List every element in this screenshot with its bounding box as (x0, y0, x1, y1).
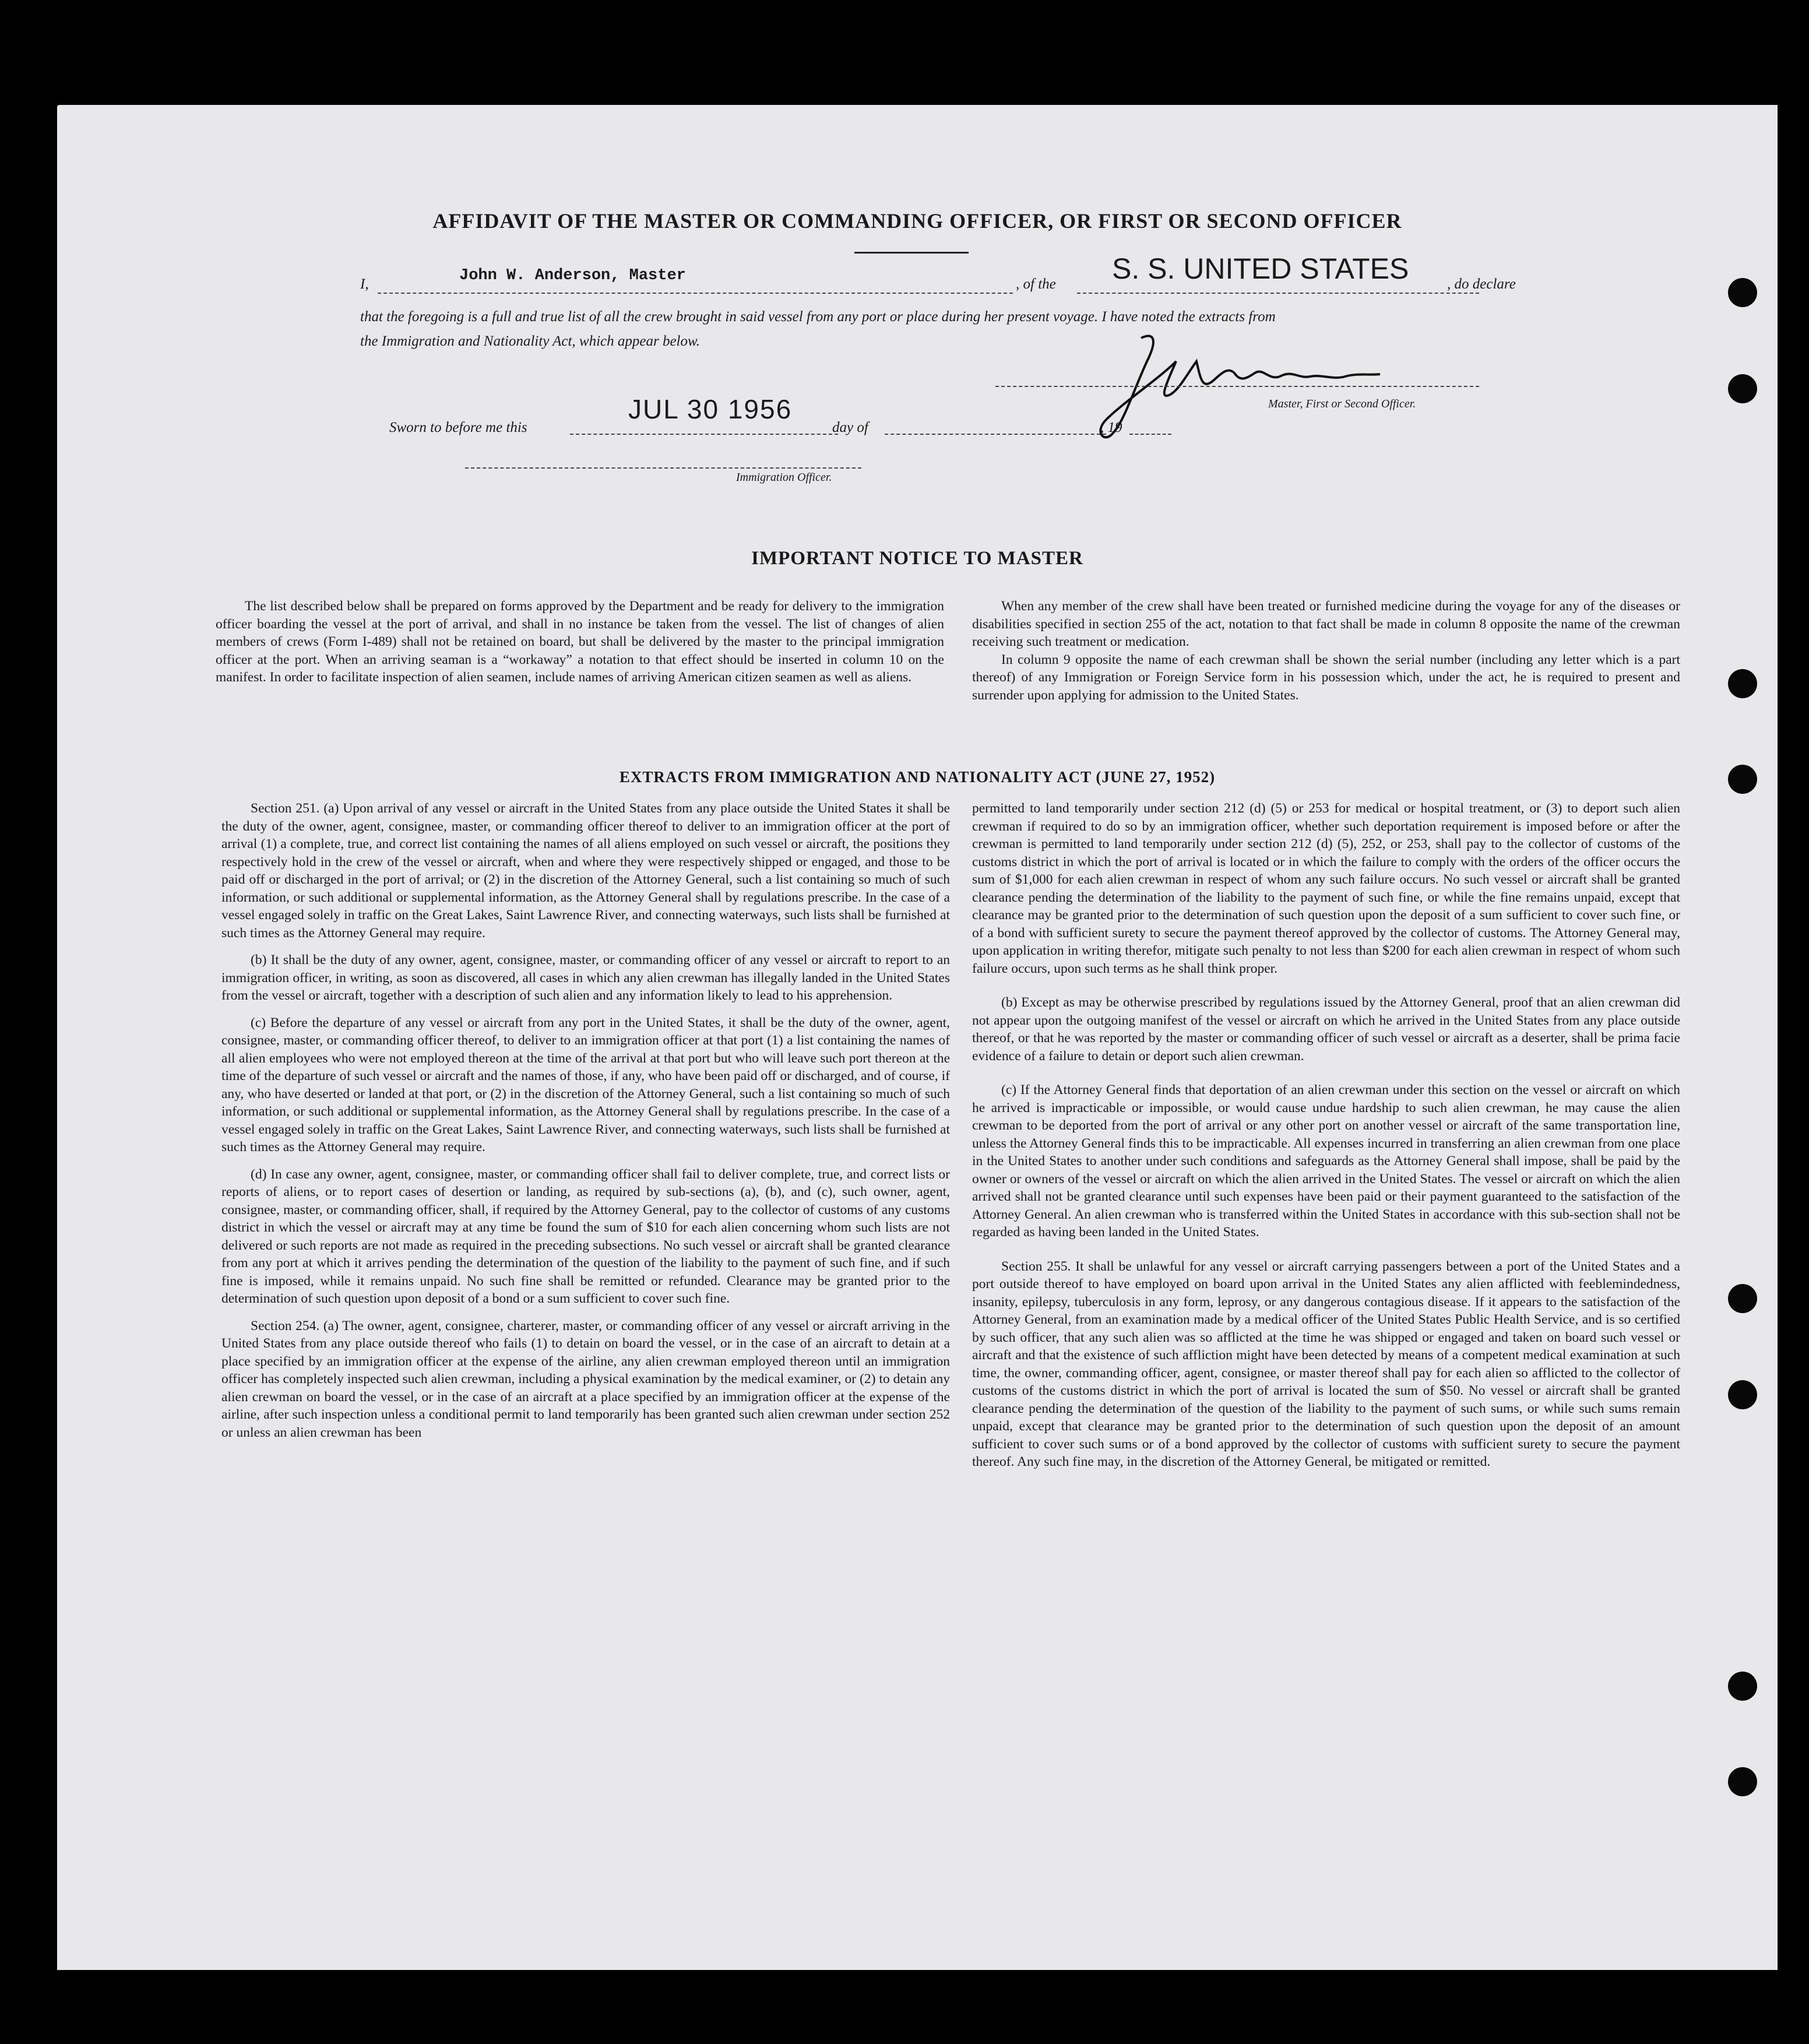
notice-right-paragraph-2: In column 9 opposite the name of each crewman shall be shown the serial number (including any letter which is a part thereof) of any Immigration or Foreign Service form in his possession which, under the act, he is required to present and surrender upon applying for admission to the United States. (972, 652, 1680, 703)
of-the-text: , of the (1016, 276, 1056, 292)
officer-signature-blank (465, 466, 861, 469)
section-254-c: (c) If the Attorney General finds that deportation of an alien crewman under this section on the vessel or aircraft on which he arrived is impracticable or impossible, or would cause undue hardship to such alien crewman, he may cause the alien crewman to be deported from the port of arrival or any other port on another vessel or aircraft of the same transportation line, unless the Attorney General finds this to be impracticable. All expenses incurred in transferring an alien crewman from one place in the United States to another under such conditions and safeguards as the Attorney General shall impose, shall be paid by the owner or owners of the vessel or aircraft on which the alien arrived in the United States. The vessel or aircraft on which the alien arrived shall not be granted clearance until such expenses have been paid or their payment guaranteed to the satisfaction of the Attorney General. An alien crewman who is transferred within the United States in accordance with this sub-section shall not be regarded as having been landed in the United States. (972, 1082, 1680, 1240)
punch-hole-6 (1728, 1380, 1757, 1409)
signature-caption: Master, First or Second Officer. (1268, 397, 1416, 410)
document-page (57, 105, 1778, 1970)
punch-hole-1 (1728, 278, 1757, 307)
declaration-line-3: the Immigration and Nationality Act, which appear below. (360, 333, 701, 349)
declaration-line (360, 252, 1532, 303)
section-251-c: (c) Before the departure of any vessel or aircraft from any port in the United States, it shall be the duty of the owner, agent, consignee, master, or commanding officer thereof, to deliver to an immigration officer at that port (1) a list containing the names of all alien employees who were not employed thereon at the time of the arrival at that port but who will leave such port thereon at the time of the departure of such vessel or aircraft and the names of those, if any, who have been paid off or discharged, and of course, if any, who have deserted or landed at that port, or (2) in the discretion of the Attorney General, such a list containing so much of such information, or such additional or supplemental information, as the Attorney General shall by regulations prescribe. In the case of a vessel engaged solely in traffic on the Great Lakes, Saint Lawrence River, and connecting waterways, such lists shall be furnished at such times as the Attorney General may require. (221, 1015, 950, 1155)
extracts-left-column (221, 800, 950, 1441)
punch-hole-8 (1728, 1767, 1757, 1796)
declaration-prefix: I, (360, 276, 369, 292)
title-rule (854, 252, 969, 254)
notice-left-paragraph: The list described below shall be prepared on forms approved by the Department and be ready for delivery to the immigration officer boarding the vessel at the port of arrival, and shall in no instance be taken from the vessel. The list of changes of alien members of crews (Form I-489) shall not be retained on board, but shall be delivered by the master to the principal immigration officer at the port. When an arriving seaman is a “workaway” a notation to that effect should be inserted in column 10 on the manifest. In order to facilitate inspection of alien seamen, include names of arriving American citizen seamen as well as aliens. (216, 599, 944, 685)
punch-hole-2 (1728, 374, 1757, 403)
extracts-right-column (972, 800, 1680, 1471)
section-255: Section 255. It shall be unlawful for any vessel or aircraft carrying passengers between a port of the United States and a port outside thereof to have employed on board upon arrival in the United States any alien afflicted with feeblemindedness, insanity, epilepsy, tuberculosis in any form, leprosy, or any dangerous contagious disease. If it appears to the satisfaction of the Attorney General, from an examination made by a medical officer of the United States Public Health Service, and is so certified by such officer, that any such alien was so afflicted at the time he was shipped or engaged and taken on board such vessel or aircraft and that the existence of such affliction might have been detected by means of a competent medical examination at such time, the owner, commanding officer, agent, consignee, or master thereof shall pay for each alien so afflicted to the collector of customs of the customs district in which the port of arrival is located the sum of $50. No vessel or aircraft shall be granted clearance pending the determination of the question of the liability to the payment of such sums, or while such sums remain unpaid, except that clearance may be granted prior to the determination of such question upon the deposit of an amount sufficient to cover such sums or of a bond approved by the collector of customs with sufficient surety to secure the payment thereof. Any such fine may, in the discretion of the Attorney General, be mitigated or remitted. (972, 1258, 1680, 1469)
section-251-a: Section 251. (a) Upon arrival of any vessel or aircraft in the United States from any place outside the United States it shall be the duty of the owner, agent, consignee, master, or commanding officer thereof to deliver to an immigration officer at the port of arrival (1) a complete, true, and correct list containing the names of all aliens employed on such vessel or aircraft, the positions they respectively hold in the crew of the vessel or aircraft, when and where they were respectively shipped or engaged, and those to be paid off or discharged in the port of arrival; or (2) in the discretion of the Attorney General, such a list containing so much of such information, or such additional or supplemental information, as the Attorney General shall by regulations prescribe. In the case of a vessel engaged solely in traffic on the Great Lakes, Saint Lawrence River, and connecting waterways, such lists shall be furnished at such times as the Attorney General may require. (221, 801, 950, 941)
signature-blank (995, 385, 1479, 387)
month-blank (885, 418, 1106, 435)
section-254-a: Section 254. (a) The owner, agent, consignee, charterer, master, or commanding officer of any vessel or aircraft arriving in the United States from any place outside thereof who fails (1) to detain on board the vessel, or in the case of an aircraft to detain at a place specified by an immigration officer at the expense of the airline, any alien crewman employed thereon until an immigration officer has completely inspected such alien crewman, including a physical examination by the medical examiner, or (2) to detain any alien crewman on board the vessel, or in the case of an aircraft at a place specified by an immigration officer at the expense of the airline, after such inspection unless a conditional permit to land temporarily has been granted such alien crewman under section 252 or unless an alien crewman has been (221, 1318, 950, 1440)
notice-left-column (216, 597, 944, 687)
section-251-b: (b) It shall be the duty of any owner, agent, consignee, master, or commanding officer of any vessel or aircraft to report to an immigration officer, in writing, as soon as discovered, all cases in which any alien crewman has illegally landed in the United States from the vessel or aircraft, together with a description of such alien and any information likely to lead to his apprehension. (221, 952, 950, 1003)
section-251-d: (d) In case any owner, agent, consignee, master, or commanding officer shall fail to deliver complete, true, and correct lists or reports of aliens, or to report cases of desertion or landing, as required by sub-sections (a), (b), and (c), such owner, agent, consignee, master, or commanding officer, shall, if required by the Attorney General, pay to the collector of customs of any customs district in which the vessel or aircraft may at any time be found the sum of $10 for each alien concerning whom such lists are not delivered or such reports are not made as required in the preceding subsections. No such vessel or aircraft shall be granted clearance from any port at which it arrives pending the determination of the question of the liability to the payment of such fine, and if such fine is imposed, while it remains unpaid. No such fine shall be remitted or refunded. Clearance may be granted prior to the determination of such question upon deposit of a bond or a sum sufficient to cover such fine. (221, 1166, 950, 1306)
notice-right-column (972, 597, 1680, 704)
year-blank (1129, 418, 1171, 435)
vessel-name: S. S. UNITED STATES (1112, 252, 1409, 285)
date-stamp: JUL 30 1956 (628, 394, 793, 424)
day-of-text: day of (832, 420, 868, 435)
section-254-b: (b) Except as may be otherwise prescribed by regulations issued by the Attorney General, proof that an alien crewman did not appear upon the outgoing manifest of the vessel or aircraft on which he arrived in the United States from any place outside thereof, or that he was reported by the master or commanding officer of such vessel or aircraft as a deserter, shall be prima facie evidence of a failure to detain or deport such alien crewman. (972, 995, 1680, 1064)
notice-title: IMPORTANT NOTICE TO MASTER (751, 548, 1083, 569)
do-declare-text: , do declare (1447, 276, 1516, 292)
punch-hole-7 (1728, 1672, 1757, 1701)
officer-caption: Immigration Officer. (736, 471, 832, 484)
punch-hole-5 (1728, 1284, 1757, 1313)
affidavit-title: AFFIDAVIT OF THE MASTER OR COMMANDING OFFICER, OR FIRST OR SECOND OFFICER (432, 209, 1402, 233)
notice-right-paragraph-1: When any member of the crew shall have been treated or furnished medicine during the voyage for any of the diseases or disabilities specified in section 255 of the act, notation to that fact shall be made in column 8 opposite the name of the crewman receiving such treatment or medication. (972, 599, 1680, 649)
extracts-title: EXTRACTS FROM IMMIGRATION AND NATIONALITY ACT (JUNE 27, 1952) (619, 768, 1216, 786)
punch-hole-3 (1728, 669, 1757, 698)
master-name: John W. Anderson, Master (459, 267, 686, 284)
declaration-line-2: that the foregoing is a full and true list of all the crew brought in said vessel from any port or place during her present voyage. I have noted the extracts from (360, 309, 1276, 325)
sworn-text: Sworn to before me this (389, 420, 527, 435)
year-prefix: , 19 (1100, 420, 1122, 435)
section-254-a-continued: permitted to land temporarily under section 212 (d) (5) or 253 for medical or hospital treatment, or (3) to deport such alien crewman if required to do so by an immigration officer, whether such deportation requirement is imposed before or after the crewman is permitted to land temporarily under section 212 (d) (5), 252, or 253, shall pay to the collector of customs of the customs district in which the port of arrival is located or in which the failure to comply with the orders of the officer occurs the sum of $1,000 for each alien crewman in respect of whom any such failure occurs. No such vessel or aircraft shall be granted clearance pending the determination of the liability to the payment of such fine, or while the fine remains unpaid, except that clearance may be granted prior to the determination of such question upon the deposit of a sum sufficient to cover such fine, or of a bond with sufficient surety to secure the payment thereof approved by the collector of customs. The Attorney General may, upon application in writing therefor, mitigate such penalty to not less than $200 for each alien crewman in respect of whom such failure occurs, upon such terms as he shall think proper. (972, 801, 1680, 976)
